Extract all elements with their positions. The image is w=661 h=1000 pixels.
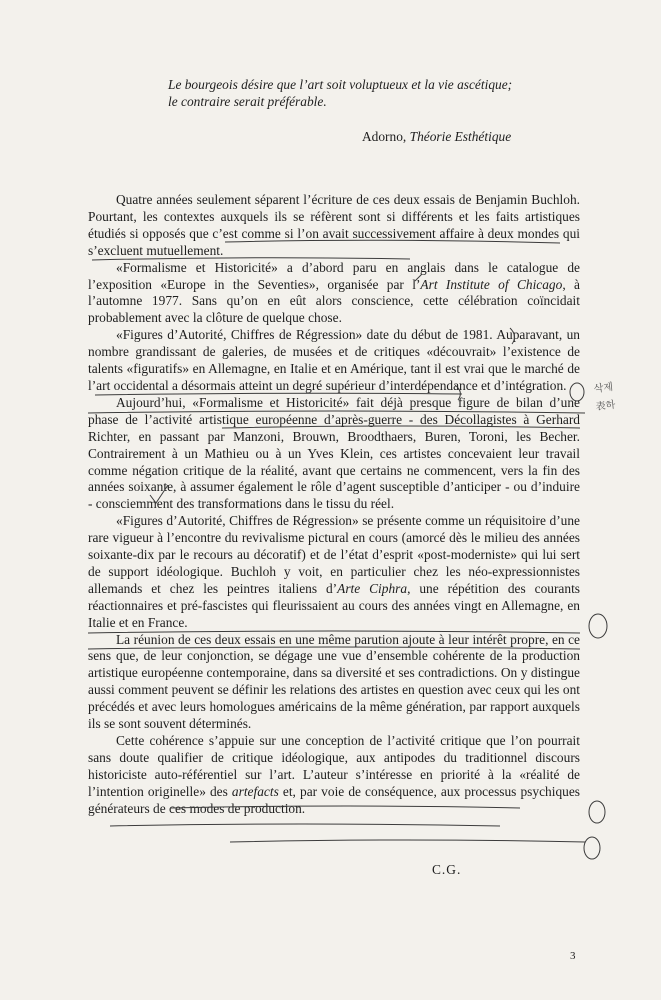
margin-note-line-1: 삭제 bbox=[593, 381, 614, 395]
epigraph-line-2: le contraire serait préférable. bbox=[168, 94, 327, 109]
attribution-author: Adorno, bbox=[362, 129, 407, 144]
paragraph-2 bbox=[88, 260, 580, 328]
paragraph-4: Aujourd’hui, «Formalisme et Historicité» fait déjà presque figure de bilan d’une phase de l’activité artistique européenne d’après-guerre - des Décollagistes à Gerhard Richter, en passant par Manzoni, Brouwn, Broodthaers, Buren, Toroni, les Becher. Contrairement à un Mathieu ou à un Yves Klein, ces artistes concevaient leur travail comme négation critique de la réalité, avant que certains ne commencent, vers la fin des années soixante, à assumer également le rôle d’agent susceptible d’anticiper - ou d’induire - consciemment des transformations dans le tissu du réel. bbox=[88, 394, 580, 512]
paragraph-7-text-a: Cette cohérence s’appuie sur une conception de l’activité critique que l’on pourrait sans doute qualifier de critique idéologique, aux antipodes du traditionnel discours historiciste auto-référentiel sur l’art. L’auteur s’intéresse en priorité à la «réalité de l’intention originelle» des bbox=[88, 733, 580, 799]
paragraph-5 bbox=[88, 513, 580, 631]
epigraph-line-1: Le bourgeois désire que l’art soit voluptueux et la vie ascétique; bbox=[168, 77, 513, 92]
paragraph-7-italic: artefacts bbox=[231, 783, 279, 799]
paragraph-2-text-c: , à l’automne 1977. Sans qu’on en eût alors conscience, cette célébration coïncidait probablement avec la clôture de quelque chose. bbox=[88, 276, 580, 326]
pen-circle-1 bbox=[589, 614, 607, 638]
paragraph-5-text-a: «Figures d’Autorité, Chiffres de Régression» se présente comme un réquisitoire d’une rare vigueur à l’encontre du revivalisme pictural en cours (amorcé dès le milieu des années soixante-dix par le recours au décoratif) et de l’état d’esprit «post-moderniste» qui lui sert de support idéologique. Buchloh y voit, en particulier chez les néo-expressionnistes allemands et chez les peintres italiens d’ bbox=[88, 513, 580, 596]
pen-underline-9 bbox=[110, 824, 500, 826]
paragraph-6: La réunion de ces deux essais en une même parution ajoute à leur intérêt propre, en ce sens que, de leur conjonction, se dégage une vue d’ensemble cohérente de la production artistique européenne contemporaine, dans sa diversité et ses contradictions. On y distingue aussi comment peuvent se définir les relations des artistes en question avec ceux qui les ont précédés et avec leurs homologues américains de la même génération, par rapport auxquels ils se sont souvent déterminés. bbox=[88, 631, 580, 732]
handwritten-margin-note bbox=[593, 379, 616, 417]
paragraph-2-text-a: «Formalisme et Historicité» a d’abord paru en anglais dans le catalogue de l’exposition «Europe in the Seventies», organisée par l’ bbox=[88, 259, 580, 292]
paragraph-1: Quatre années seulement séparent l’écriture de ces deux essais de Benjamin Buchloh. Pourtant, les contextes auxquels ils se réfèrent sont si différents et les faits artistiques étudiés si opposés que c’est comme si l’on avait successivement affaire à deux mondes qui s’excluent mutuellement. bbox=[88, 192, 580, 258]
pen-circle-3 bbox=[584, 837, 600, 859]
attribution-work: Théorie Esthétique bbox=[409, 129, 512, 144]
paragraph-7-text-c: et, par voie de conséquence, aux processus psychiques générateurs de ces modes de production. bbox=[88, 783, 580, 816]
pen-underline-10 bbox=[230, 840, 585, 842]
paragraph-5-italic: Arte Ciphra bbox=[337, 580, 408, 596]
margin-note-line-2: 表하 bbox=[595, 399, 616, 413]
page-number: 3 bbox=[570, 950, 576, 962]
pen-circle-2 bbox=[589, 801, 605, 823]
body-text bbox=[88, 192, 580, 818]
paragraph-2-italic: Art Institute of Chicago bbox=[420, 276, 563, 292]
paragraph-3: «Figures d’Autorité, Chiffres de Régression» date du début de 1981. Auparavant, un nombre grandissant de galeries, de musées et de critiques «découvrait» l’existence de talents «figuratifs» en Allemagne, en Italie et en Amérique, tant il est vrai que le marché de l’art occidental a désormais atteint un degré supérieur d’interdépendance et d’intégration. bbox=[88, 327, 580, 393]
paragraph-5-text-c: , une répétition des courants réactionnaires et pré-fascistes qui fleurissaient au cours des années vingt en Allemagne, en Italie et en France. bbox=[88, 580, 580, 630]
paragraph-7 bbox=[88, 733, 580, 818]
signature-initials: C.G. bbox=[432, 862, 462, 877]
epigraph-attribution bbox=[362, 129, 511, 145]
epigraph bbox=[168, 76, 598, 110]
